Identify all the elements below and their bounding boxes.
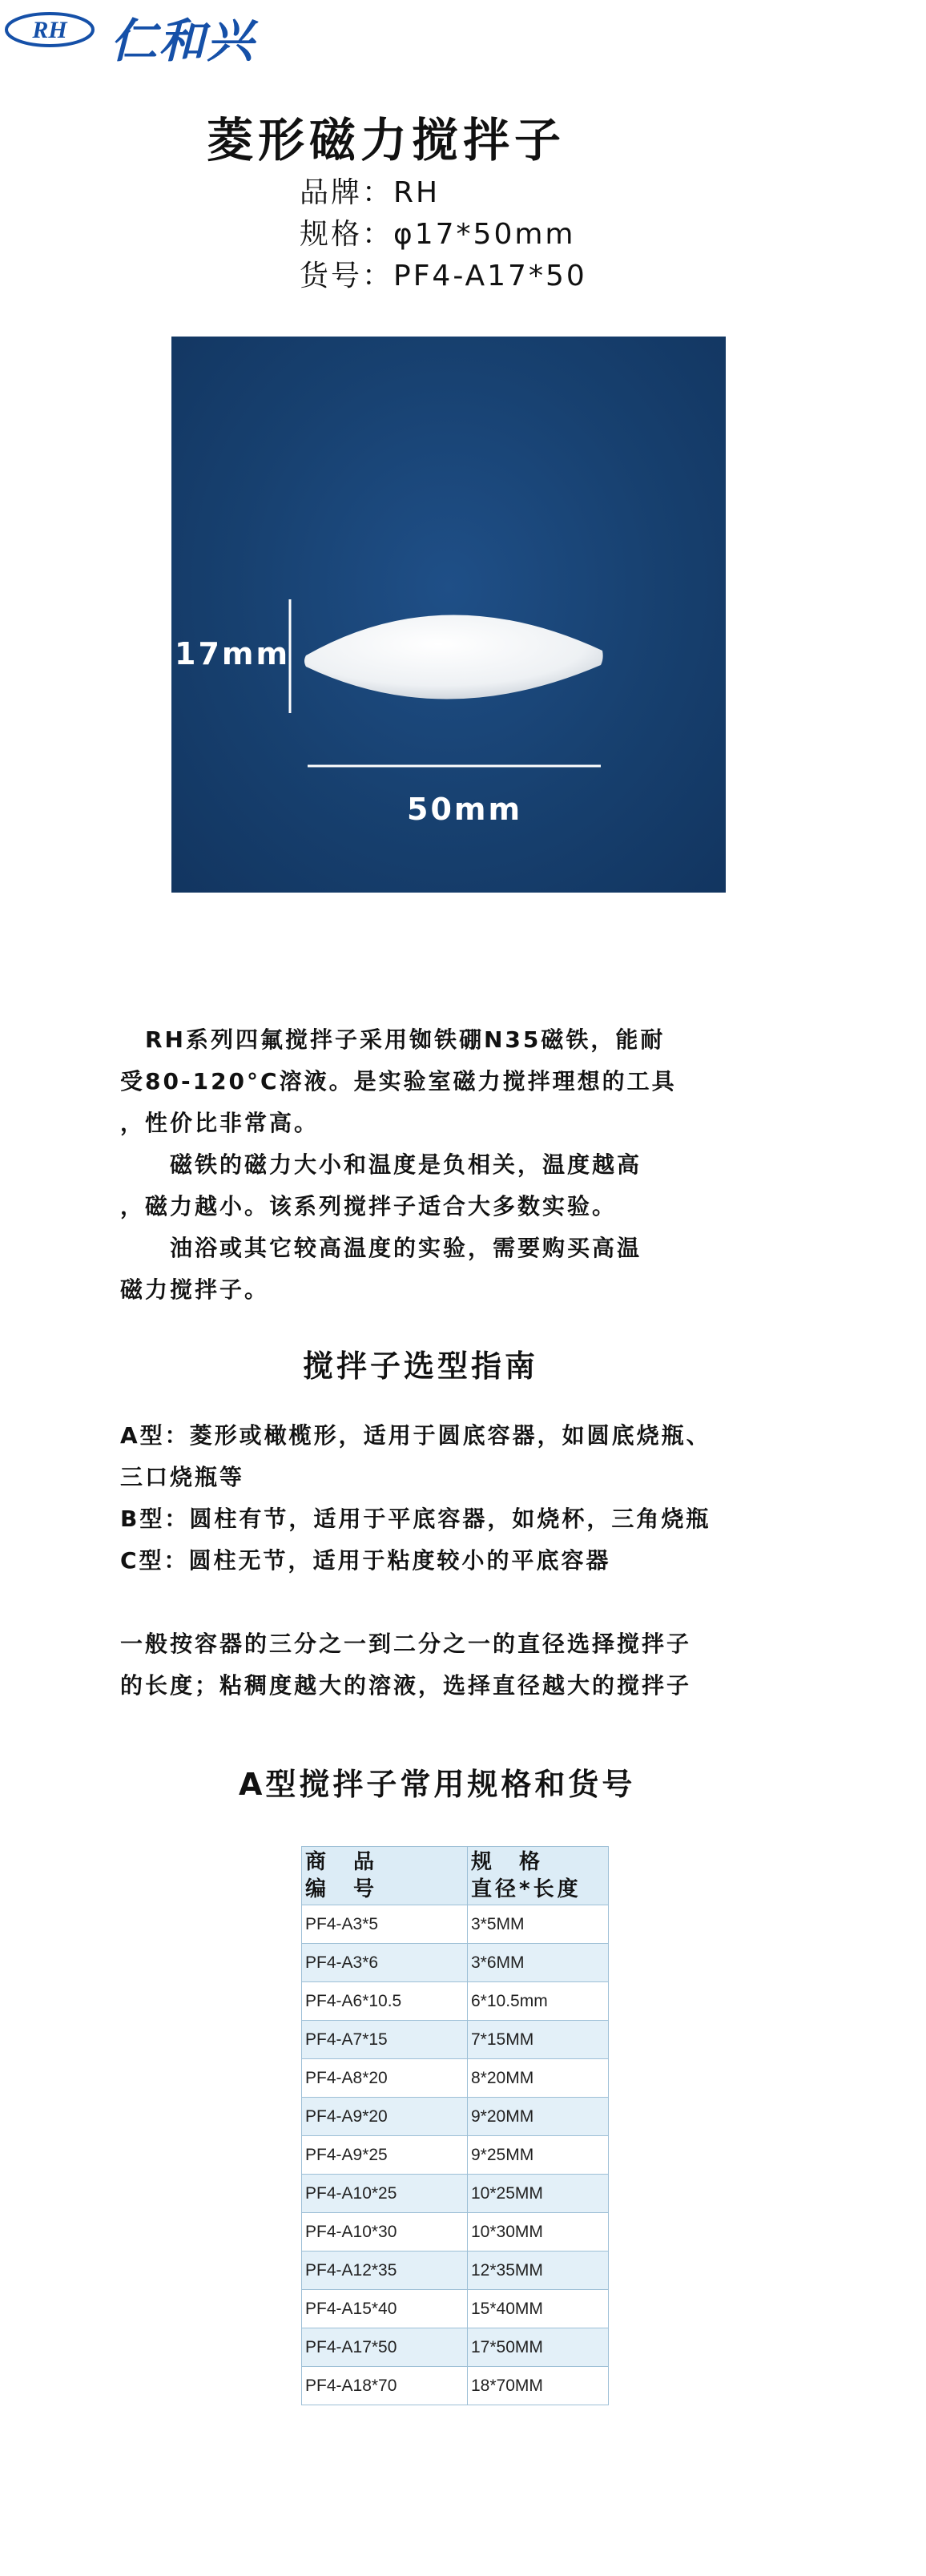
guide-type-a: A型：菱形或橄榄形，适用于圆底容器，如圆底烧瓶、: [120, 1422, 711, 1449]
spec-cell: 17*50MM: [468, 2328, 609, 2367]
description-line: 磁力搅拌子。: [120, 1276, 270, 1303]
spec-table: [301, 1846, 609, 2405]
brand-name: 仁和兴: [111, 14, 256, 68]
header-spec: 规 格 直径*长度: [468, 1847, 609, 1905]
rh-logo-icon: [3, 10, 98, 50]
table-row: [302, 2328, 609, 2367]
spec-cell: 8*20MM: [468, 2059, 609, 2098]
table-row: [302, 2136, 609, 2175]
spec-cell: 12*35MM: [468, 2251, 609, 2290]
table-row: [302, 2367, 609, 2405]
spec-cell: 3*5MM: [468, 1905, 609, 1944]
product-code-cell: PF4-A7*15: [302, 2021, 468, 2059]
product-code-cell: PF4-A9*20: [302, 2098, 468, 2136]
guide-note: 一般按容器的三分之一到二分之一的直径选择搅拌子: [120, 1631, 692, 1657]
description-line: 受80-120°C溶液。是实验室磁力搅拌理想的工具: [120, 1068, 677, 1094]
spec-cell: 9*25MM: [468, 2136, 609, 2175]
table-row: [302, 1982, 609, 2021]
spec-cell: 10*25MM: [468, 2175, 609, 2213]
table-row: [302, 1944, 609, 1982]
header-product-code: 商 品 编 号: [302, 1847, 468, 1905]
description-line: ，性价比非常高。: [120, 1110, 320, 1136]
product-code-cell: PF4-A10*30: [302, 2213, 468, 2251]
table-row: [302, 2059, 609, 2098]
description-line: RH系列四氟搅拌子采用铷铁硼N35磁铁，能耐: [120, 1026, 666, 1053]
product-code-cell: PF4-A9*25: [302, 2136, 468, 2175]
description-line: 磁铁的磁力大小和温度是负相关，温度越高: [120, 1151, 642, 1178]
length-label: 50mm: [407, 792, 523, 827]
product-code-cell: PF4-A8*20: [302, 2059, 468, 2098]
product-photo: [171, 337, 726, 893]
product-code-cell: PF4-A12*35: [302, 2251, 468, 2290]
guide-type-c: C型：圆柱无节，适用于粘度较小的平底容器: [120, 1547, 611, 1574]
spec-cell: 7*15MM: [468, 2021, 609, 2059]
spec-cell: 15*40MM: [468, 2290, 609, 2328]
item-number-line: 货号：PF4-A17*50: [300, 260, 587, 292]
guide-title: 搅拌子选型指南: [303, 1348, 539, 1384]
product-code-cell: PF4-A6*10.5: [302, 1982, 468, 2021]
product-code-cell: PF4-A15*40: [302, 2290, 468, 2328]
spec-cell: 18*70MM: [468, 2367, 609, 2405]
spec-cell: 6*10.5mm: [468, 1982, 609, 2021]
spec-cell: 10*30MM: [468, 2213, 609, 2251]
stir-bar-shape: [304, 615, 603, 699]
product-code-cell: PF4-A3*6: [302, 1944, 468, 1982]
guide-type-a-cont: 三口烧瓶等: [120, 1464, 245, 1490]
table-title: A型搅拌子常用规格和货号: [239, 1767, 636, 1802]
description-line: 油浴或其它较高温度的实验，需要购买高温: [120, 1235, 642, 1261]
table-row: [302, 1905, 609, 1944]
table-row: [302, 2021, 609, 2059]
table-row: [302, 2290, 609, 2328]
guide-note-cont: 的长度；粘稠度越大的溶液，选择直径越大的搅拌子: [120, 1672, 692, 1699]
guide-type-b: B型：圆柱有节，适用于平底容器，如烧杯，三角烧瓶: [120, 1506, 711, 1532]
spec-cell: 9*20MM: [468, 2098, 609, 2136]
product-code-cell: PF4-A17*50: [302, 2328, 468, 2367]
brand-line: 品牌：RH: [300, 176, 441, 209]
product-code-cell: PF4-A10*25: [302, 2175, 468, 2213]
spec-cell: 3*6MM: [468, 1944, 609, 1982]
brand-logo: [0, 0, 304, 68]
description-line: ，磁力越小。该系列搅拌子适合大多数实验。: [120, 1193, 618, 1219]
product-title: 菱形磁力搅拌子: [207, 113, 566, 167]
table-row: [302, 2213, 609, 2251]
svg-text:RH: RH: [32, 17, 67, 43]
table-row: [302, 2251, 609, 2290]
product-code-cell: PF4-A3*5: [302, 1905, 468, 1944]
product-code-cell: PF4-A18*70: [302, 2367, 468, 2405]
table-row: [302, 2098, 609, 2136]
spec-line: 规格：φ17*50mm: [300, 218, 576, 251]
table-row: [302, 2175, 609, 2213]
table-header-row: [302, 1847, 609, 1905]
height-label: 17mm: [175, 636, 291, 671]
